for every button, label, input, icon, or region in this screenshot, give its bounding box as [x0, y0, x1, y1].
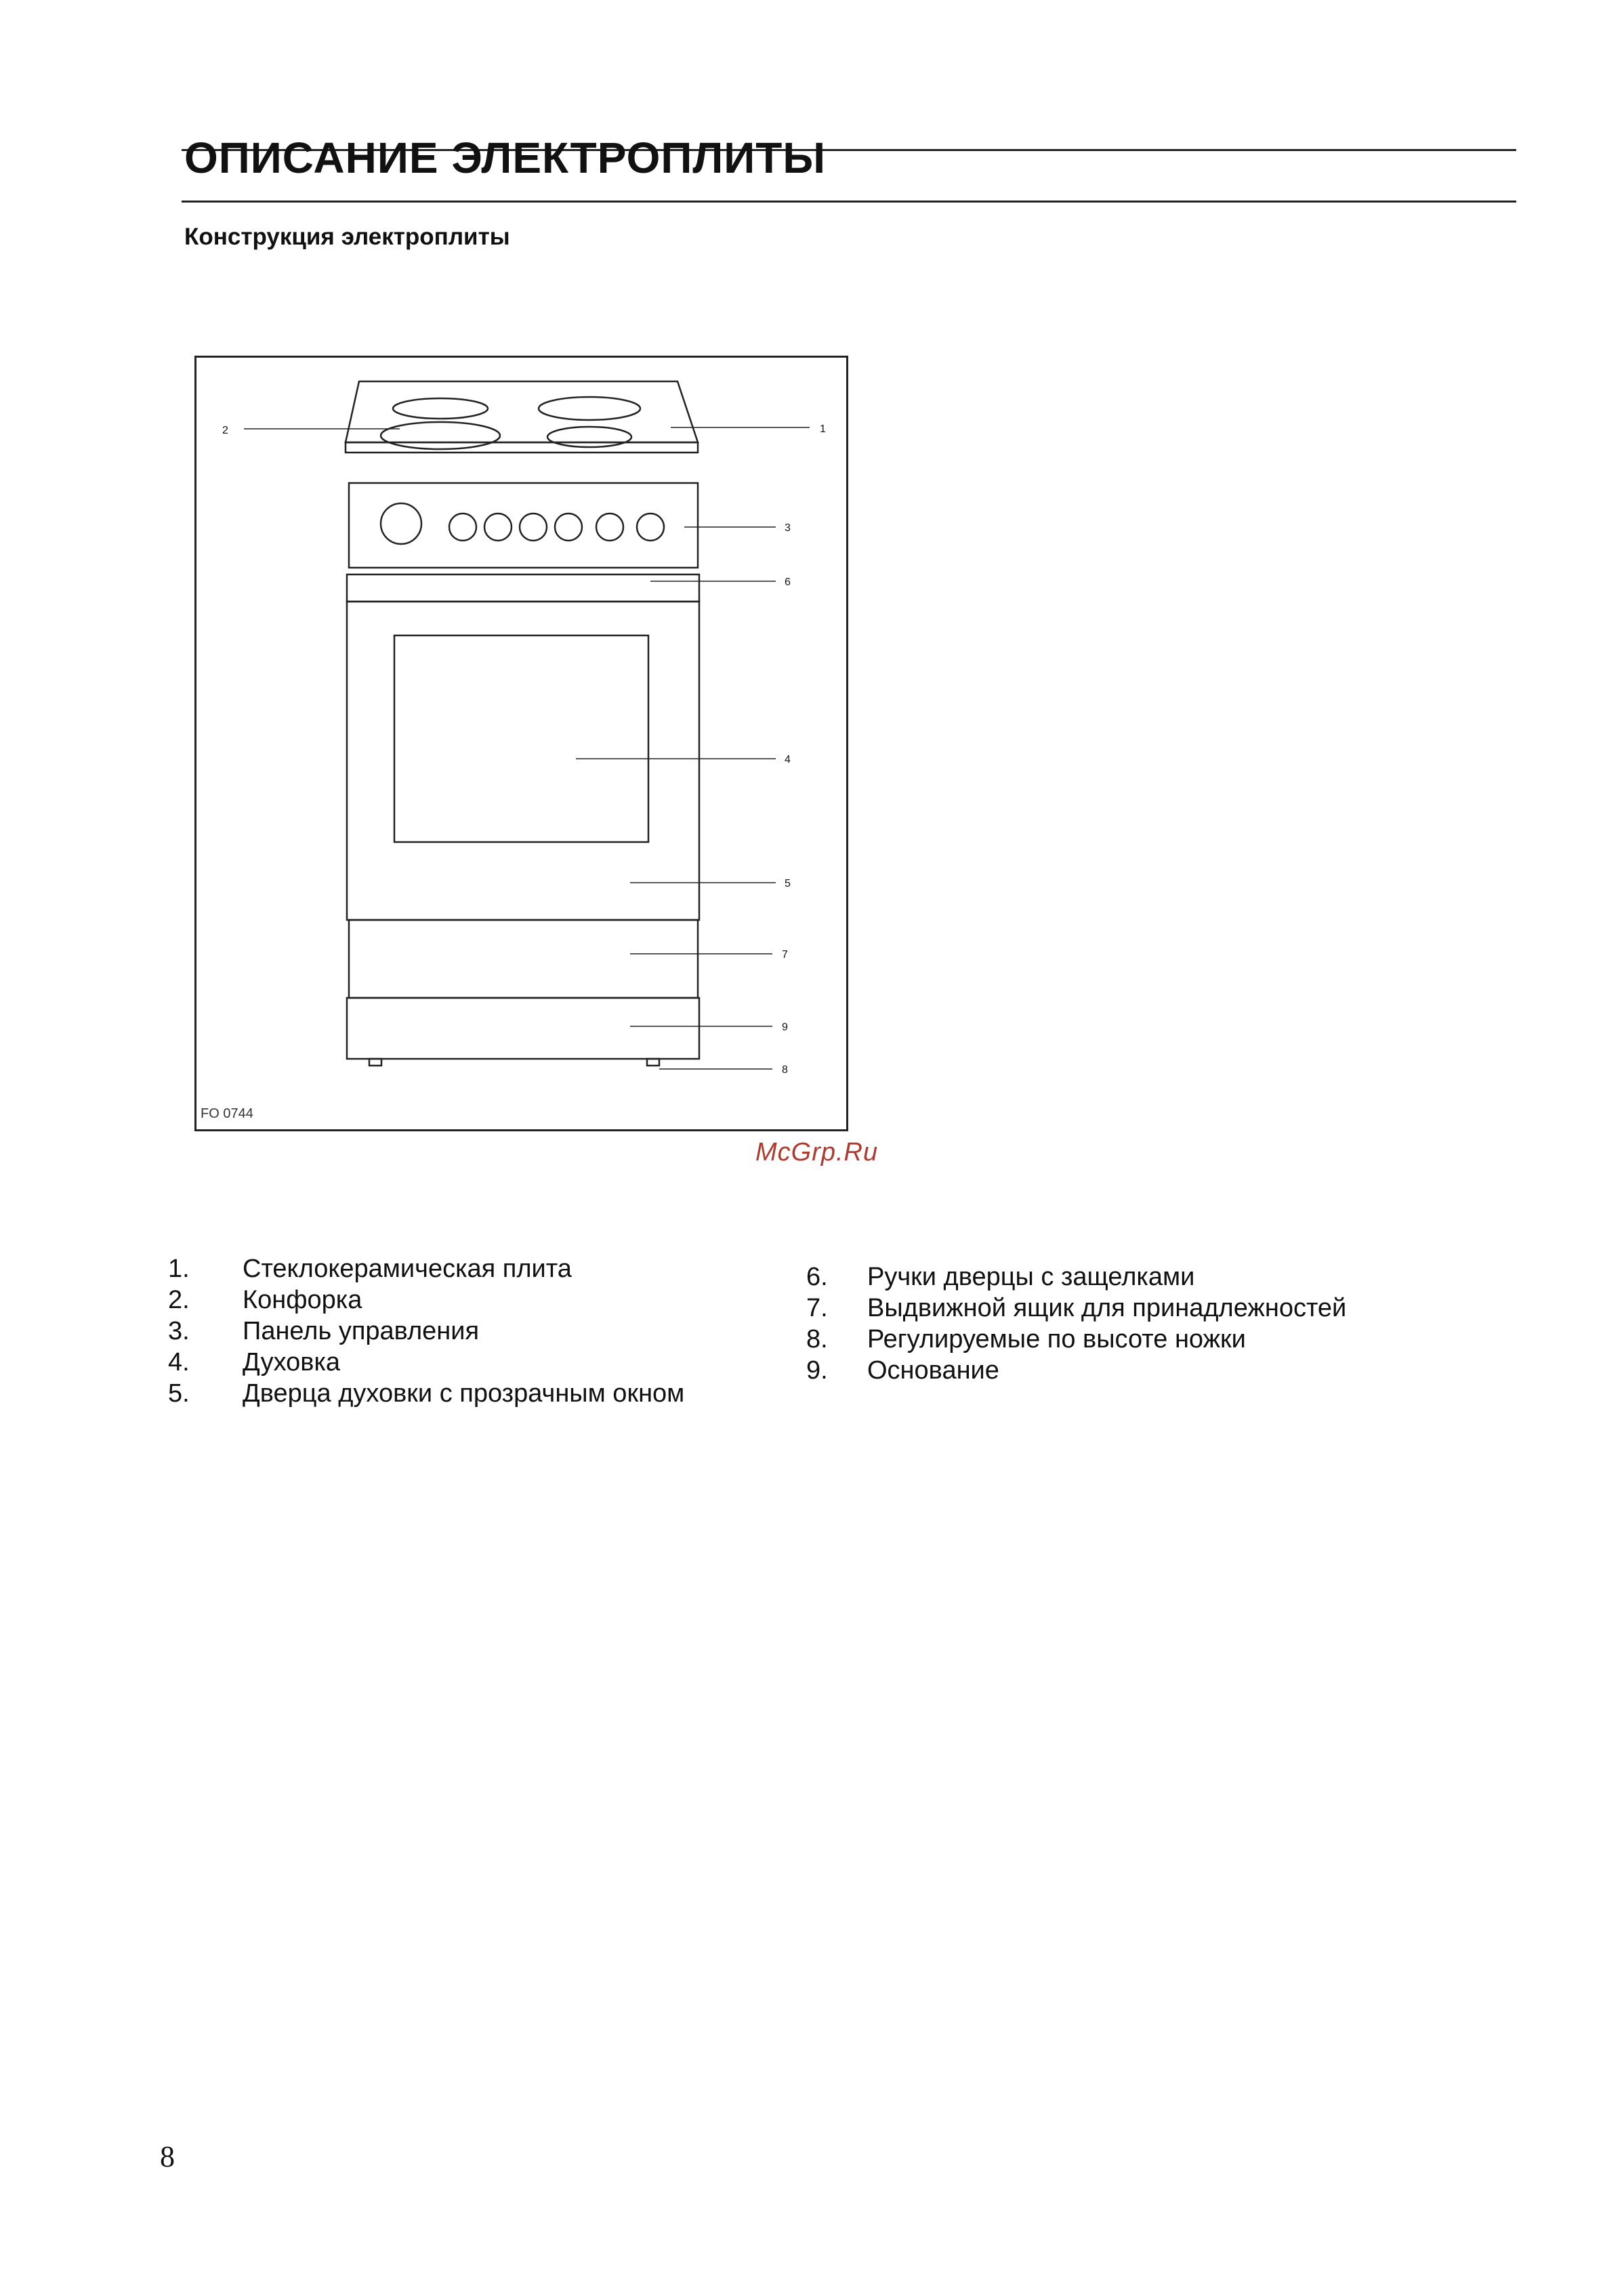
legend-num: 2.: [168, 1286, 190, 1314]
legend-text: Конфорка: [243, 1286, 362, 1314]
knob-3: [520, 513, 547, 541]
watermark: McGrp.Ru: [755, 1138, 879, 1167]
knob-2: [484, 513, 512, 541]
foot-right: [647, 1059, 659, 1066]
page-title: ОПИСАНИЕ ЭЛЕКТРОПЛИТЫ: [184, 133, 827, 182]
legend-num: 6.: [806, 1263, 828, 1291]
foot-left: [369, 1059, 381, 1066]
control-panel: [349, 483, 698, 568]
accessory-drawer: [349, 920, 698, 998]
callout-8: 8: [782, 1064, 788, 1076]
legend-num: 5.: [168, 1379, 190, 1408]
legend-text: Стеклокерамическая плита: [243, 1255, 572, 1283]
knob-4: [555, 513, 582, 541]
hob-rim: [346, 442, 698, 453]
title-bottom-rule: [182, 201, 1516, 203]
oven-door: [347, 602, 699, 920]
callout-2: 2: [222, 425, 228, 436]
stove-drawing: [196, 358, 846, 1129]
legend-num: 9.: [806, 1356, 828, 1385]
section-subtitle: Конструкция электроплиты: [184, 224, 510, 250]
timer-dial: [381, 503, 421, 544]
legend-num: 3.: [168, 1317, 190, 1345]
figure-code: FO 0744: [201, 1106, 253, 1121]
legend-num: 4.: [168, 1348, 190, 1377]
legend-text: Панель управления: [243, 1317, 480, 1345]
hotplate-rear-right: [539, 397, 640, 420]
callout-3: 3: [785, 522, 791, 534]
legend-num: 8.: [806, 1325, 828, 1354]
stove-figure: [194, 356, 848, 1131]
hotplate-rear-left: [393, 398, 488, 419]
page-number: 8: [160, 2140, 175, 2173]
hotplate-front-left: [381, 422, 500, 449]
callout-7: 7: [782, 949, 788, 961]
legend-text: Духовка: [243, 1348, 341, 1377]
callout-1: 1: [820, 423, 826, 435]
legend-num: 7.: [806, 1294, 828, 1322]
legend-text: Дверца духовки с прозрачным окном: [243, 1379, 685, 1408]
door-handle-bar: [347, 574, 699, 602]
legend-text: Основание: [867, 1356, 999, 1385]
callout-9: 9: [782, 1022, 788, 1033]
knob-1: [449, 513, 476, 541]
legend-text: Регулируемые по высоте ножки: [867, 1325, 1246, 1354]
hotplate-front-right: [547, 427, 631, 447]
oven-window: [394, 635, 648, 842]
callout-4: 4: [785, 754, 791, 765]
callout-5: 5: [785, 878, 791, 889]
glass-ceramic-hob: [346, 381, 698, 442]
callout-6: 6: [785, 576, 791, 588]
plinth: [347, 998, 699, 1059]
knob-6: [637, 513, 664, 541]
knob-5: [596, 513, 623, 541]
legend-num: 1.: [168, 1255, 190, 1283]
legend-text: Ручки дверцы с защелками: [867, 1263, 1195, 1291]
legend-text: Выдвижной ящик для принадлежностей: [867, 1294, 1347, 1322]
